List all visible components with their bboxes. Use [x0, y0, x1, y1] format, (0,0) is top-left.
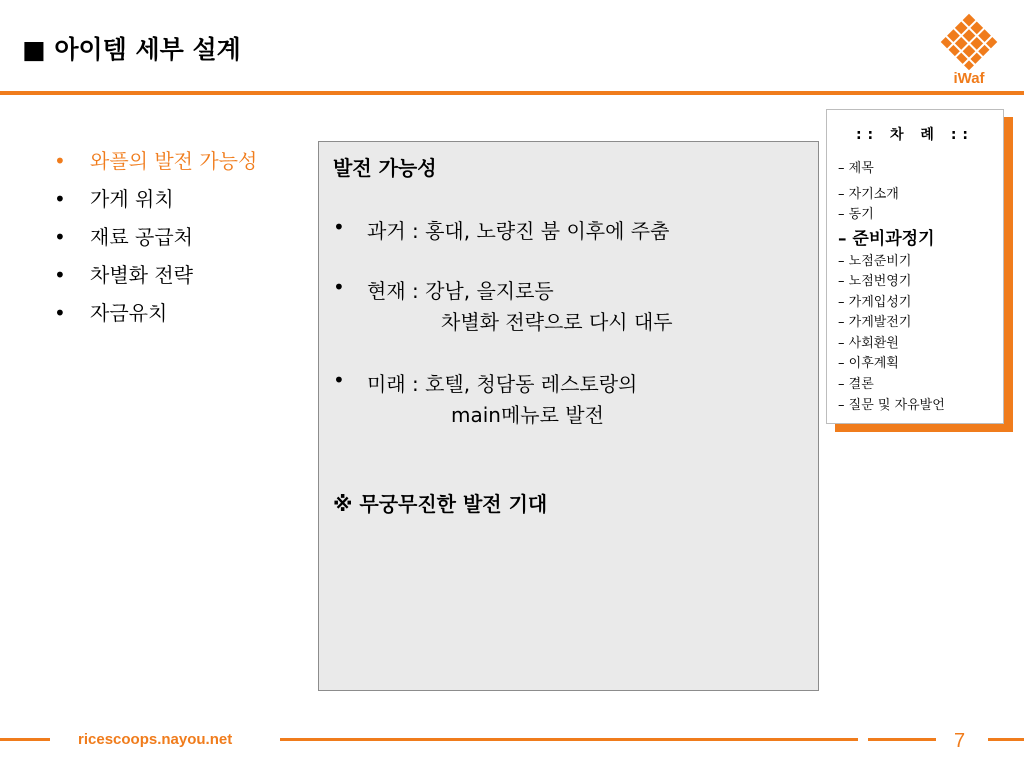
- toc-item: – 제목: [838, 161, 874, 176]
- toc-item: – 동기: [838, 207, 874, 222]
- toc-item: – 노점번영기: [838, 274, 912, 289]
- toc-item: – 자기소개: [838, 187, 899, 202]
- toc-panel: [826, 109, 1004, 424]
- toc-item: – 노점준비기: [838, 254, 912, 269]
- footer-site: ricescoops.nayou.net: [78, 731, 233, 748]
- slide-title: ■ 아이템 세부 설계: [22, 35, 241, 64]
- content-box: [318, 141, 819, 691]
- toc-item: – 이후계획: [838, 356, 899, 371]
- content-heading: 발전 가능성: [333, 156, 437, 180]
- toc-title: :: 차 례 ::: [855, 127, 975, 143]
- footer-line-end: [988, 738, 1024, 741]
- topic-item-location: • 가게 위치: [52, 180, 257, 218]
- content-future-line1: 미래 : 호텔, 청담동 레스토랑의: [367, 372, 638, 396]
- footer-line-middle: [280, 738, 858, 741]
- toc-item: – 가게발전기: [838, 315, 912, 330]
- topic-list: [52, 142, 257, 332]
- bullet-present: •: [333, 275, 345, 299]
- toc-item: – 질문 및 자유발언: [838, 398, 945, 413]
- bullet-past: •: [333, 215, 345, 239]
- title-divider: [0, 91, 1024, 95]
- page-number: 7: [954, 730, 966, 752]
- content-note: ※ 무궁무진한 발전 기대: [333, 492, 548, 516]
- topic-item-strategy: • 차별화 전략: [52, 256, 257, 294]
- footer-line-right: [868, 738, 936, 741]
- content-present-line2: 차별화 전략으로 다시 대두: [441, 310, 673, 334]
- topic-item-funding: • 자금유치: [52, 294, 257, 332]
- logo-text: iWaf: [953, 70, 985, 87]
- toc-item: – 가게입성기: [838, 295, 912, 310]
- content-past: 과거 : 홍대, 노량진 붐 이후에 주춤: [367, 219, 670, 243]
- waffle-logo-icon: [936, 12, 1002, 72]
- footer-line-left: [0, 738, 50, 741]
- content-future-line2: main메뉴로 발전: [451, 403, 604, 427]
- toc-item: – 결론: [838, 377, 874, 392]
- content-present-line1: 현재 : 강남, 을지로등: [367, 279, 554, 303]
- bullet-future: •: [333, 368, 345, 392]
- toc-item: – 사회환원: [838, 336, 899, 351]
- topic-item-supplier: • 재료 공급처: [52, 218, 257, 256]
- logo: [936, 12, 1002, 90]
- toc-item-current: – 준비과정기: [838, 229, 935, 249]
- topic-item-potential: • 와플의 발전 가능성: [52, 142, 257, 180]
